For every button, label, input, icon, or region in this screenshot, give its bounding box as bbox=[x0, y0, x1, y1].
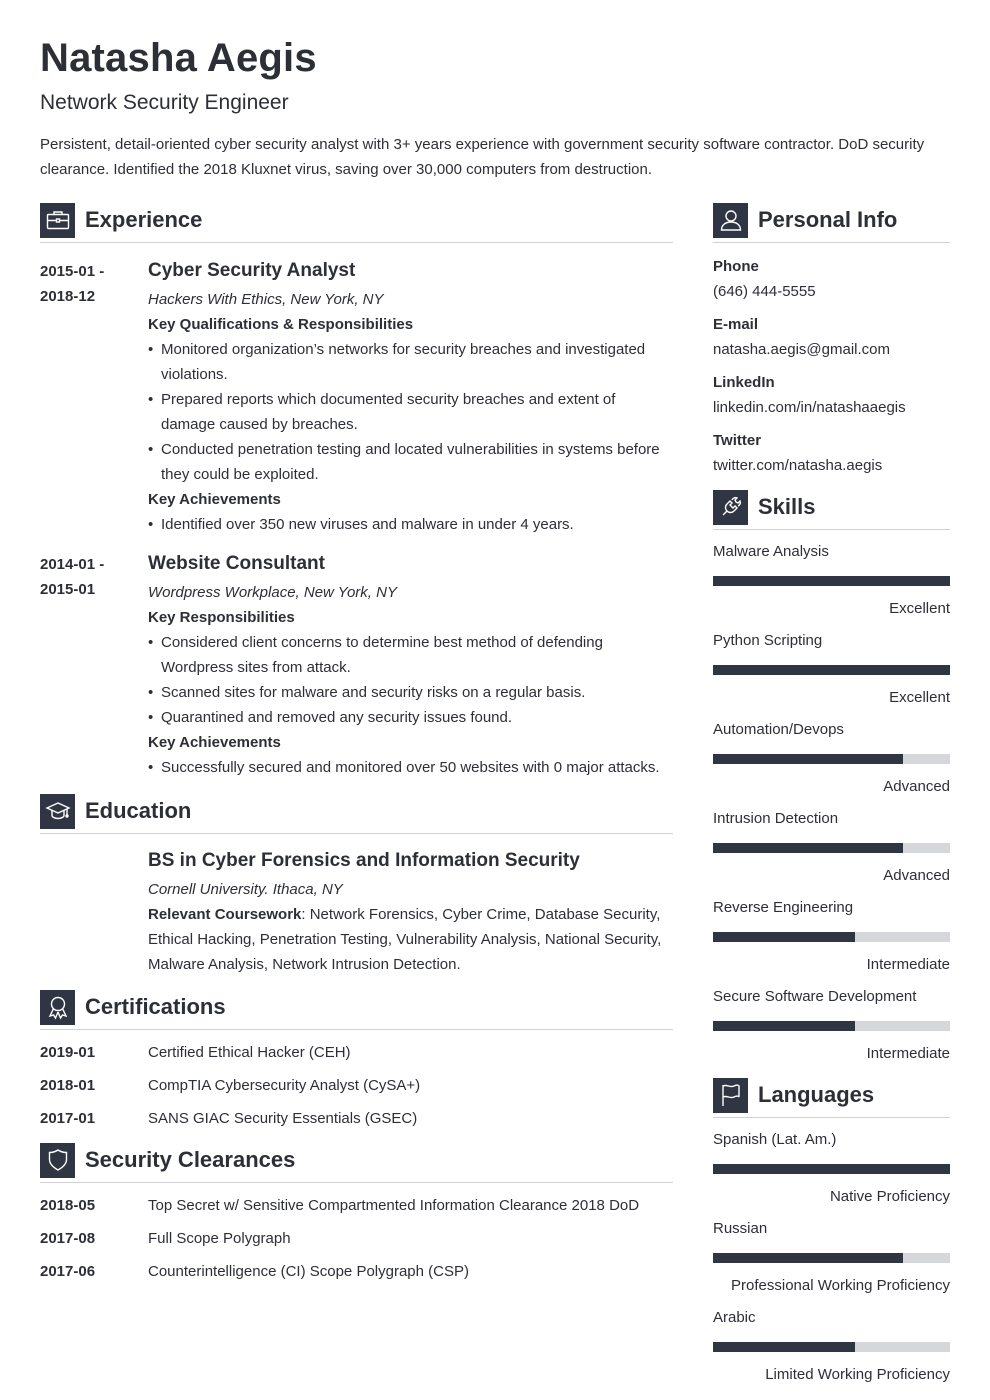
skill-name: Malware Analysis bbox=[713, 543, 829, 560]
divider bbox=[713, 529, 950, 530]
skill-name: Python Scripting bbox=[713, 632, 823, 649]
skill-level: Advanced bbox=[883, 867, 950, 884]
job-ach-list bbox=[148, 755, 673, 780]
education-section bbox=[40, 793, 673, 977]
hand-wrench-icon bbox=[713, 490, 748, 525]
cert-date: 2019-01 bbox=[40, 1044, 96, 1061]
clearance-date: 2017-08 bbox=[40, 1230, 96, 1247]
award-ribbon-icon bbox=[40, 990, 75, 1025]
briefcase-icon bbox=[40, 203, 75, 238]
language-item bbox=[713, 1219, 950, 1296]
job-ach-heading: Key Achievements bbox=[148, 734, 281, 751]
job-resp-heading: Key Responsibilities bbox=[148, 609, 295, 626]
skill-name: Secure Software Development bbox=[713, 988, 917, 1005]
job-resp-heading: Key Qualifications & Responsibilities bbox=[148, 316, 414, 333]
cert-row bbox=[40, 1040, 673, 1065]
skill-bar bbox=[713, 1021, 950, 1031]
list-item: • Identified over 350 new viruses and malware in under 4 years. bbox=[148, 512, 673, 537]
phone-label: Phone bbox=[713, 258, 759, 275]
coursework-label: Relevant Coursework bbox=[148, 906, 302, 923]
skill-item bbox=[713, 720, 950, 797]
language-item bbox=[713, 1130, 950, 1207]
linkedin-label: LinkedIn bbox=[713, 374, 775, 391]
skill-bar-fill bbox=[713, 843, 903, 853]
clearance-row bbox=[40, 1226, 673, 1251]
languages-header bbox=[713, 1077, 950, 1113]
skills-header bbox=[713, 489, 950, 525]
language-bar bbox=[713, 1342, 950, 1352]
email-value: natasha.aegis@gmail.com bbox=[713, 341, 890, 358]
language-bar bbox=[713, 1164, 950, 1174]
phone-value: (646) 444-5555 bbox=[713, 283, 816, 300]
resume-name: Natasha Aegis bbox=[40, 36, 317, 80]
certifications-section bbox=[40, 989, 673, 1131]
personal-item bbox=[713, 428, 950, 478]
job-date-start: 2014-01 - bbox=[40, 556, 105, 573]
skill-bar-fill bbox=[713, 665, 950, 675]
skill-item bbox=[713, 987, 950, 1064]
clearance-date: 2018-05 bbox=[40, 1197, 96, 1214]
twitter-label: Twitter bbox=[713, 432, 762, 449]
skill-bar-fill bbox=[713, 1021, 855, 1031]
personal-item bbox=[713, 312, 950, 362]
twitter-value: twitter.com/natasha.aegis bbox=[713, 457, 883, 474]
skills-section bbox=[713, 489, 950, 1064]
flag-icon bbox=[713, 1078, 748, 1113]
language-name: Spanish (Lat. Am.) bbox=[713, 1131, 837, 1148]
certifications-heading: Certifications bbox=[85, 994, 226, 1019]
divider bbox=[40, 1182, 673, 1183]
left-column bbox=[40, 202, 673, 1284]
job-ach-heading: Key Achievements bbox=[148, 491, 281, 508]
job-body bbox=[148, 552, 673, 780]
resume-title: Network Security Engineer bbox=[40, 91, 289, 114]
job-company: Wordpress Workplace, New York, NY bbox=[148, 584, 397, 601]
clearance-row bbox=[40, 1193, 673, 1218]
skill-bar bbox=[713, 843, 950, 853]
list-item: • Successfully secured and monitored over 50 websites with 0 major attacks. bbox=[148, 755, 673, 780]
personal-info-list bbox=[713, 254, 950, 478]
language-bar-fill bbox=[713, 1253, 903, 1263]
right-column bbox=[713, 202, 950, 1385]
personal-item bbox=[713, 370, 950, 420]
job-company: Hackers With Ethics, New York, NY bbox=[148, 291, 384, 308]
personal-info-heading: Personal Info bbox=[758, 207, 898, 232]
skill-level: Advanced bbox=[883, 778, 950, 795]
skill-name: Intrusion Detection bbox=[713, 810, 839, 827]
resume-summary: Persistent, detail-oriented cyber security analyst with 3+ years experience with government security software contractor. DoD security clearance. Identified the 2018 Kluxnet virus, saving over 30,000 computers from destruction. bbox=[40, 136, 925, 178]
job-entry bbox=[40, 259, 673, 537]
list-item: • Quarantined and removed any security issues found. bbox=[148, 705, 673, 730]
language-level: Native Proficiency bbox=[829, 1188, 950, 1205]
skill-bar-fill bbox=[713, 576, 950, 586]
languages-heading: Languages bbox=[758, 1082, 875, 1107]
job-date bbox=[40, 552, 148, 780]
clearances-header bbox=[40, 1142, 673, 1178]
coursework-text: : Network Forensics, Cyber Crime, Database Security, Ethical Hacking, Penetration Testing, Vulnerability Analysis, National Security, Malware Analysis, Network Intrusion Detection. bbox=[148, 906, 662, 973]
divider bbox=[40, 1029, 673, 1030]
cert-name: CompTIA Cybersecurity Analyst (CySA+) bbox=[148, 1077, 421, 1094]
skill-bar bbox=[713, 754, 950, 764]
language-item bbox=[713, 1308, 950, 1385]
job-resp-list bbox=[148, 630, 673, 730]
language-name: Arabic bbox=[713, 1309, 756, 1326]
clearances-section bbox=[40, 1142, 673, 1284]
education-entry bbox=[148, 848, 673, 977]
experience-heading: Experience bbox=[85, 207, 203, 232]
skill-bar-fill bbox=[713, 932, 855, 942]
job-date-start: 2015-01 - bbox=[40, 263, 105, 280]
job-resp-list bbox=[148, 337, 673, 487]
skill-name: Automation/Devops bbox=[713, 721, 844, 738]
skill-item bbox=[713, 809, 950, 886]
person-icon bbox=[713, 203, 748, 238]
divider bbox=[40, 242, 673, 243]
certifications-header bbox=[40, 989, 673, 1025]
languages-list bbox=[713, 1130, 950, 1385]
education-header bbox=[40, 793, 673, 829]
clearance-name: Full Scope Polygraph bbox=[148, 1230, 291, 1247]
experience-header bbox=[40, 202, 673, 238]
skill-level: Intermediate bbox=[866, 956, 950, 973]
linkedin-value: linkedin.com/in/natashaaegis bbox=[713, 399, 906, 416]
cert-date: 2017-01 bbox=[40, 1110, 96, 1127]
cert-row bbox=[40, 1106, 673, 1131]
skill-name: Reverse Engineering bbox=[713, 899, 854, 916]
cert-name: SANS GIAC Security Essentials (GSEC) bbox=[148, 1110, 418, 1127]
cert-date: 2018-01 bbox=[40, 1077, 96, 1094]
clearance-date: 2017-06 bbox=[40, 1263, 96, 1280]
divider bbox=[713, 242, 950, 243]
language-bar bbox=[713, 1253, 950, 1263]
skill-level: Excellent bbox=[889, 600, 950, 617]
language-bar-fill bbox=[713, 1342, 855, 1352]
job-entry bbox=[40, 552, 673, 780]
skill-level: Intermediate bbox=[866, 1045, 950, 1062]
email-label: E-mail bbox=[713, 316, 759, 333]
languages-section bbox=[713, 1077, 950, 1385]
job-title: Website Consultant bbox=[148, 553, 325, 574]
cert-list bbox=[40, 1040, 673, 1131]
skill-item bbox=[713, 542, 950, 619]
list-item: • Monitored organization’s networks for security breaches and investigated violations. bbox=[148, 337, 673, 387]
language-level: Limited Working Proficiency bbox=[765, 1366, 950, 1383]
skill-bar bbox=[713, 576, 950, 586]
clearance-name: Counterintelligence (CI) Scope Polygraph (CSP) bbox=[148, 1263, 469, 1280]
skill-bar bbox=[713, 932, 950, 942]
education-heading: Education bbox=[85, 798, 192, 823]
degree: BS in Cyber Forensics and Information Security bbox=[148, 850, 580, 871]
skills-heading: Skills bbox=[758, 494, 816, 519]
skill-bar-fill bbox=[713, 754, 903, 764]
clearance-list bbox=[40, 1193, 673, 1284]
list-item: • Prepared reports which documented security breaches and extent of damage caused by breaches. bbox=[148, 387, 673, 437]
graduation-cap-icon bbox=[40, 794, 75, 829]
job-date bbox=[40, 259, 148, 537]
clearance-name: Top Secret w/ Sensitive Compartmented Information Clearance 2018 DoD bbox=[148, 1197, 640, 1214]
cert-row bbox=[40, 1073, 673, 1098]
list-item: • Considered client concerns to determine best method of defending Wordpress sites from attack. bbox=[148, 630, 673, 680]
divider bbox=[40, 833, 673, 834]
job-body bbox=[148, 259, 673, 537]
personal-info-header bbox=[713, 202, 950, 238]
list-item: • Conducted penetration testing and located vulnerabilities in systems before they could be exploited. bbox=[148, 437, 673, 487]
job-date-end: 2015-01 bbox=[40, 581, 96, 598]
skill-item bbox=[713, 631, 950, 708]
divider bbox=[713, 1117, 950, 1118]
experience-section bbox=[40, 202, 673, 780]
skill-level: Excellent bbox=[889, 689, 950, 706]
language-level: Professional Working Proficiency bbox=[731, 1277, 950, 1294]
list-item: • Scanned sites for malware and security risks on a regular basis. bbox=[148, 680, 673, 705]
coursework bbox=[148, 902, 673, 977]
language-name: Russian bbox=[713, 1220, 768, 1237]
personal-item bbox=[713, 254, 950, 304]
cert-name: Certified Ethical Hacker (CEH) bbox=[148, 1044, 351, 1061]
skill-item bbox=[713, 898, 950, 975]
language-bar-fill bbox=[713, 1164, 950, 1174]
job-title: Cyber Security Analyst bbox=[148, 260, 356, 281]
job-ach-list bbox=[148, 512, 673, 537]
shield-icon bbox=[40, 1143, 75, 1178]
school: Cornell University. Ithaca, NY bbox=[148, 881, 343, 898]
clearances-heading: Security Clearances bbox=[85, 1147, 296, 1172]
skills-list bbox=[713, 542, 950, 1064]
skill-bar bbox=[713, 665, 950, 675]
clearance-row bbox=[40, 1259, 673, 1284]
job-date-end: 2018-12 bbox=[40, 288, 96, 305]
personal-info-section bbox=[713, 202, 950, 478]
